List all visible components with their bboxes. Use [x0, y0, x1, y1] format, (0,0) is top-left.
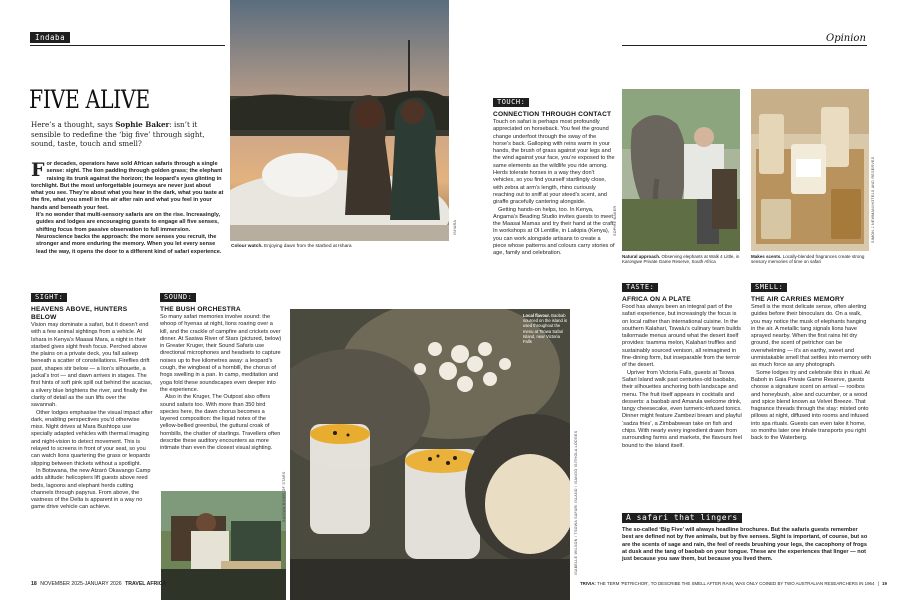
photo-elephant-walk	[622, 89, 740, 251]
standfirst-before: Here’s a thought, says	[31, 120, 116, 129]
credit-scents: SIMON J NEWMAN/HOTELS AND RESERVES	[871, 156, 875, 243]
sidebar-tag: A safari that lingers	[622, 513, 742, 523]
credit-sound: SASIWA RIVER OF STARS	[282, 471, 286, 522]
sidebar-box	[622, 507, 870, 563]
section-tag-left: Indaba	[30, 32, 70, 43]
caption-scents-bold: Makes scents.	[751, 254, 782, 259]
smell-para-2: Some lodges try and celebrate this in ritual. At Baboh in Gaia Private Game Reserve, guests choose a signature scent on arrival — rooibos and honeybush, aloe and cucumber, or a wood and spice blend known as Velvet Breeze. That fragrance threads through the stay: misted onto pillows at night, diffused into rooms and infused into spa rituals. Guests can even take it home, so months later one inhale transports you right back to the Waterberg.	[751, 369, 870, 442]
taste-para-1: Food has always been an integral part of the safari experience, but increasingly the focus is on local rather than international cuisine. In the southern Kalahari, Tswalu’s culinary team builds tailormade menus around what the desert itself provides: tsamma melon, Kalahari truffles and sustainably sourced venison, all reimagined in fine-dining form, but inseparable from the terroir of the desert.	[622, 304, 741, 369]
taste-para-2: Upriver from Victoria Falls, guests at Tsowa Safari Island walk past centuries-old baobabs, their silhouettes anchoring both landscape and menu. The fruit itself appears in cocktails and desserts: a baobab and Amarula welcome drink, tangy cheesecake, even turmeric-infused tonics. Dinner might feature Zambezi bream and playful ‘sadza fries’, a Zimbabwean take on fish and chips. With nearly every ingredient drawn from surrounding farms and markets, the flavours feel bound to the island itself.	[622, 369, 743, 449]
standfirst	[31, 120, 221, 149]
touch-para-2: Getting hands-on helps, too. In Kenya, Angama’s Beading Studio invites guests to meet the Maasai Mamas and try their hand at the craft. In workshops at Ol Lentille, in Laikipia (Kenya), you can work alongside artisans to create a piece whose patterns and colours carry stories of age, family and celebration.	[493, 206, 615, 257]
taste-section	[622, 276, 742, 450]
smell-tag: SMELL:	[751, 283, 787, 292]
sight-para-1: Vision may dominate a safari, but it doesn’t end with a few animal sightings from a vehicle. At Ishara in Kenya’s Maasai Mara, a night in their starbed gives sight fresh focus. Perched above the plains on a private deck, you fall asleep beneath a scatter of constellations. Fireflies drift past, shapes stir below — a lion’s silhouette, a jackal’s trot — and dawn arrives in stages. The first hints of soft pink spill out behind the acacias, a silvery blue brightens the river, and finally the clarity of detail as the sun lifts over the savannah.	[31, 322, 153, 409]
intro-lead: or decades, operators have sold African safaris through a single sense: sight. The lion padding through golden grass; the elephant raising its trunk against the horizon; the leopard’s eyes glinting in torchlight. But the most unforgettable journeys are never just about what you see. They’re about what you hear in the dark, what you taste at the fire, what you smell in the air after rain and what you feel in your hands and beneath your feet.	[31, 161, 224, 211]
sidebar-text: The so-called ‘Big Five’ will always headline brochures. But the safaris guests remember best are defined not by five animals, but by five senses. Sight is important, of course, but so are the scents of sage and rain, the feel of reeds brushing your legs, the cacophony of frogs at dusk and the tang of baobab on your tongue. These are the experiences that linger — not just because you saw them, but because you lived them.	[622, 527, 868, 563]
caption-couple-bold: Colour watch.	[231, 244, 263, 249]
footer-left-mag: TRAVEL AFRICA	[125, 581, 167, 587]
photo-baobab-dessert	[290, 309, 570, 600]
sound-subhead: THE BUSH ORCHESTRA	[160, 306, 241, 313]
footer-left	[31, 581, 166, 587]
sight-tag: SIGHT:	[31, 293, 67, 302]
touch-section	[493, 91, 615, 258]
caption-elephant-text: Observing elephants at Walk 4 Little, in Karongwe Private Game Reserve, South Africa	[622, 254, 740, 265]
caption-couple-text: Enjoying dawn from the starbed at Ishara	[262, 244, 352, 249]
caption-couple	[231, 244, 449, 250]
footer-trivia-label: TRIVIA:	[580, 581, 596, 586]
smell-para-1: Smell is the most delicate sense, often alerting guides before their binoculars do. On a walk, you may notice the musk of elephants hanging in the air. A metallic tang signals lions have sprayed nearby. When the first rains hit dry ground, the scent of petrichor can be overwhelming — it’s an earthy, sweet and unmistakable smell that settles into memory with as much force as any photograph.	[751, 304, 872, 369]
headline: FIVE ALIVE	[29, 85, 150, 114]
caption-food	[523, 313, 567, 344]
touch-tag: TOUCH:	[493, 98, 529, 107]
sound-para-1: So many safari memories involve sound: the whoop of hyenas at night, lions roaring over a kill, and the crackle of campfire and crickets over dinner. At Sasiwa River of Stars (pictured, below) in Greater Kruger, their Sound Safaris use directional microphones and headsets to capture noises up to five kilometres away: a leopard’s cough, the wingbeat of a hornbill, the chorus of frogs swelling in a pan. In camp, meditation and yoga fold these soundscapes even deeper into the experience.	[160, 314, 282, 393]
sight-subhead: HEAVENS ABOVE, HUNTERS BELOW	[31, 306, 128, 321]
footer-left-page: 18	[31, 581, 37, 587]
caption-elephant	[622, 254, 744, 265]
caption-food-text: Baobab sourced on the island is used throughout the menu at Tsowa Safari Island, near Victoria Falls	[523, 313, 567, 345]
section-tag-right: Opinion	[826, 33, 866, 44]
standfirst-author: Sophie Baker	[115, 120, 170, 129]
smell-subhead: THE AIR CARRIES MEMORY	[751, 296, 845, 303]
caption-elephant-bold: Natural approach.	[622, 254, 661, 259]
photo-safari-vehicle	[161, 491, 286, 600]
footer-trivia-text: THE TERM ‘PETRICHOR’, TO DESCRIBE THE SMELL AFTER RAIN, WAS ONLY COINED BY TWO AUSTRALIAN RESEARCHERS IN 1964	[597, 581, 875, 586]
intro-text	[31, 161, 224, 256]
intro-body: It’s no wonder that multi-sensory safaris are on the rise. Increasingly, guides and lodges are encouraging guests to engage all five senses, shifting focus from passive observation to full immersion. Neuroscience backs the approach: the more senses you recruit, the stronger and more enduring the memory. When you let every sense lead the way, it opens the door to a different kind of safari experience.	[36, 212, 222, 255]
header-rule-left	[30, 45, 225, 46]
sound-tag: SOUND:	[160, 293, 196, 302]
sound-para-2: Also in the Kruger, The Outpost also offers sound safaris too. With more than 350 bird species here, the dawn chorus becomes a layered composition: the liquid notes of the yellow-bellied greenbul, the guttural croak of hornbills, the chatter of starlings. Travellers often describe these auditory encounters as more intimate than even the closest visual sighting.	[160, 394, 281, 452]
touch-subhead: CONNECTION THROUGH CONTACT	[493, 111, 612, 118]
caption-food-bold: Local flavour.	[523, 313, 550, 318]
credit-food: ISABELLE WILSON / TSOWA SAFARI ISLAND / ISANGO ISITHOLA LODGES	[574, 430, 578, 575]
sound-section	[160, 286, 282, 453]
caption-scents-text: Locally-blended fragrances create strong sensory memories of time on safari	[751, 254, 865, 265]
drop-cap: F	[31, 159, 45, 181]
footer-divider: |	[877, 581, 879, 586]
touch-para-1: Touch on safari is perhaps most profoundly appreciated on horseback. You feel the ground change underfoot through the sway of the horse’s back. Galloping with reins warm in your hands, the brush of grass against your legs and the wind against your face, you’re exposed to the same elements as the wildlife you ride among. Herds tolerate horses in a way they don’t vehicles, so you find yourself startlingly close, with zebra at arm’s length, rhino curiously reaching out to sniff at your steed’s scent, and giraffe gracefully cantering alongside.	[493, 119, 615, 206]
taste-subhead: AFRICA ON A PLATE	[622, 296, 691, 303]
credit-elephant: SOPHIE BAKER	[613, 205, 617, 236]
photo-scent-bottles	[751, 89, 869, 251]
sight-para-2: Other lodges emphasise the visual impact after dark, enabling perspectives you’d otherwise miss. Night drives at Mara Bushtops use specially adapted vehicles with thermal imaging and night-vision to detect movement. This is relayed to screens in front of your seat, so you can watch lions quartering the grass or leopards slipping between thickets without a spotlight.	[31, 409, 153, 467]
footer-right	[580, 581, 887, 586]
caption-scents	[751, 254, 869, 265]
header-rule-right	[622, 45, 867, 46]
sight-para-3: In Botswana, the new Atzaró Okavango Camp adds altitude: helicopters lift guests above reed beds, lagoons and elephant herds cutting channels through papyrus. From above, the vastness of the Delta is apparent in a way no game drive vehicle can achieve.	[31, 467, 151, 511]
footer-right-page: 19	[882, 581, 887, 586]
credit-couple: ISHARA	[453, 219, 457, 235]
standfirst-after: : isn’t it sensible to redefine the ‘big five’ through sight, sound, taste, touch and smell?	[31, 120, 205, 149]
taste-tag: TASTE:	[622, 283, 658, 292]
photo-couple-starbed	[230, 0, 449, 241]
footer-left-date: NOVEMBER 2025-JANUARY 2026	[40, 581, 122, 587]
sight-section	[31, 286, 153, 512]
smell-section	[751, 276, 871, 443]
